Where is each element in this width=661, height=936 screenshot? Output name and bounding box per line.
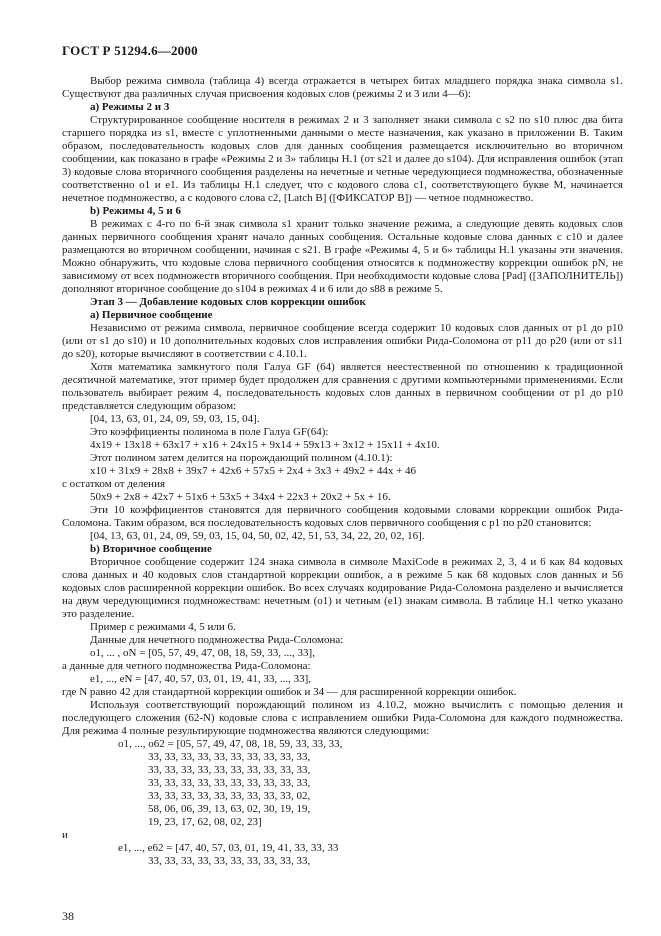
- text-line: 33, 33, 33, 33, 33, 33, 33, 33, 33, 33,: [148, 751, 311, 763]
- text-line: Это коэффициенты полинома в поле Галуа GF(64):: [90, 426, 329, 438]
- text-line: [04, 13, 63, 01, 24, 09, 59, 03, 15, 04, 50, 02, 42, 51, 53, 34, 22, 20, 02, 16].: [90, 530, 425, 542]
- text-line: o1, ..., o62 = [05, 57, 49, 47, 08, 18, 59, 33, 33, 33,: [118, 738, 343, 750]
- text-line: Этот полином затем делится на порождающий полином (4.10.1):: [90, 452, 393, 464]
- paragraph: Независимо от режима символа, первичное сообщение всегда содержит 10 кодовых слов данных от p1 до p10 (или от s1 до s10) и 10 дополнительных кодовых слов исправления ошибки Рида-Соломона от p11 до p20 (или от s11 до s20), которые вычисляют в соответствии с 4.10.1.: [62, 322, 623, 360]
- section-heading: а) Первичное сообщение: [90, 309, 213, 321]
- text-line: Пример с режимами 4, 5 или 6.: [90, 621, 236, 633]
- text-line: 33, 33, 33, 33, 33, 33, 33, 33, 33, 02,: [148, 790, 311, 802]
- text-line: 33, 33, 33, 33, 33, 33, 33, 33, 33, 33,: [148, 764, 311, 776]
- document-body: [62, 75, 623, 868]
- paragraph: В режимах с 4-го по 6-й знак символа s1 хранит только значение режима, а следующие девять кодовых слов данных первичного сообщения хранят начало данных сообщения. Остальные кодовые слова данных с c10 и далее размещаются во вторичном сообщении, начиная с s21. В графе «Режимы 4, 5 и 6» таблицы Н.1 указаны эти значения. Можно обнаружить, что кодовые слова первичного сообщения относятся к подмножеству коррекции ошибок pN, не зависимому от всех подмножеств вторичного сообщения. При необходимости кодовые слова [Pad] ([ЗАПОЛНИТЕЛЬ]) дополняют вторичное сообщение до s104 в режимах 4 и 6 или до s88 в режиме 5.: [62, 218, 623, 295]
- page-number: 38: [62, 909, 74, 923]
- text-line: x10 + 31x9 + 28x8 + 39x7 + 42x6 + 57x5 + 2x4 + 3x3 + 49x2 + 44x + 46: [90, 465, 417, 477]
- paragraph: Хотя математика замкнутого поля Галуа GF (64) является неестественной по отношению к традиционной десятичной математике, этот пример будет продолжен для сравнения с другими компьютерными применениями. Если пользователь выбирает режим 4, последовательность кодовых слов данных в первичном сообщении от p1 до p10 представляется следующим образом:: [62, 361, 623, 412]
- text-line: 58, 06, 06, 39, 13, 63, 02, 30, 19, 19,: [148, 803, 311, 815]
- text-line: [04, 13, 63, 01, 24, 09, 59, 03, 15, 04].: [90, 413, 260, 425]
- text-line: Данные для нечетного подмножества Рида-Соломона:: [90, 634, 344, 646]
- section-heading: Этап 3 — Добавление кодовых слов коррекции ошибок: [90, 296, 366, 308]
- section-heading: а) Режимы 2 и 3: [90, 101, 170, 113]
- paragraph: Выбор режима символа (таблица 4) всегда отражается в четырех битах младшего порядка знака символа s1. Существуют два различных случая присвоения кодовых слов (режимы 2 и 3 или 4—6):: [62, 75, 623, 100]
- text-line: e1, ..., e62 = [47, 40, 57, 03, 01, 19, 41, 33, 33, 33: [118, 842, 339, 854]
- paragraph: Используя соответствующий порождающий полином из 4.10.2, можно вычислить с помощью деления и последующего сложения (62-N) кодовые слова с исправлением ошибки Рида-Соломона для каждого подмножества. Для режима 4 полные результирующие подмножества являются следующими:: [62, 699, 623, 737]
- text-line: а данные для четного подмножества Рида-Соломона:: [62, 660, 311, 672]
- text-line: и: [62, 829, 68, 841]
- text-line: e1, ..., eN = [47, 40, 57, 03, 01, 19, 41, 33, ..., 33],: [90, 673, 311, 685]
- paragraph: Эти 10 коэффициентов становятся для первичного сообщения кодовыми словами коррекции ошибок Рида-Соломона. Таким образом, вся последовательность кодовых слов первичного сообщения с p1 по p20 становится:: [62, 504, 623, 529]
- text-line: o1, ... , oN = [05, 57, 49, 47, 08, 18, 59, 33, ..., 33],: [90, 647, 315, 659]
- text-line: 50x9 + 2x8 + 42x7 + 51x6 + 53x5 + 34x4 + 22x3 + 20x2 + 5x + 16.: [90, 491, 391, 503]
- text-line: с остатком от деления: [62, 478, 166, 490]
- text-line: 33, 33, 33, 33, 33, 33, 33, 33, 33, 33,: [148, 855, 311, 867]
- section-heading: b) Режимы 4, 5 и 6: [90, 205, 181, 217]
- text-line: 33, 33, 33, 33, 33, 33, 33, 33, 33, 33,: [148, 777, 311, 789]
- paragraph: Вторичное сообщение содержит 124 знака символа в символе MaxiCode в режимах 2, 3, 4 и 6 как 84 кодовых слова данных и 40 кодовых слов стандартной коррекции ошибок, а в режиме 5 как 68 кодовых слов данных и 56 кодовых слов расширенной коррекции ошибок. Во всех случаях кодирование Рида-Соломона разделено и вычисляется на двум чередующимися подмножествам: нечетным (o1) и четным (e1) знакам символа. В таблице Н.1 четко указано это разделение.: [62, 556, 623, 620]
- text-line: 4x19 + 13x18 + 63x17 + x16 + 24x15 + 9x14 + 59x13 + 3x12 + 15x11 + 4x10.: [90, 439, 440, 451]
- text-line: где N равно 42 для стандартной коррекции ошибок и 34 — для расширенной коррекции ошибок.: [62, 686, 517, 698]
- document-header: ГОСТ Р 51294.6—2000: [62, 43, 198, 58]
- text-line: 19, 23, 17, 62, 08, 02, 23]: [148, 816, 262, 828]
- section-heading: b) Вторичное сообщение: [90, 543, 212, 555]
- paragraph: Структурированное сообщение носителя в режимах 2 и 3 заполняет знаки символа с s2 по s10 плюс два бита старшего порядка из s1, вместе с уплотненными данными о месте назначения, как указано в приложении В. Таким образом, последовательность кодовых слов для данных сообщения размещается исключительно во вторичном сообщении, как показано в графе «Режимы 2 и 3» таблицы Н.1 (от s21 и далее до s104). Для исправления ошибок (этап 3) кодовые слова вторичного сообщения разделены на нечетные и четные чередующиеся подмножества, обозначенные соответственно o1 и e1. Из таблицы Н.1 следует, что с кодового слова c1, соответствующего букве М, начинается нечетное подмножество, а с кодового слова c2, [Latch B] ([ФИКСАТОР B]) — четное подмножество.: [62, 114, 623, 204]
